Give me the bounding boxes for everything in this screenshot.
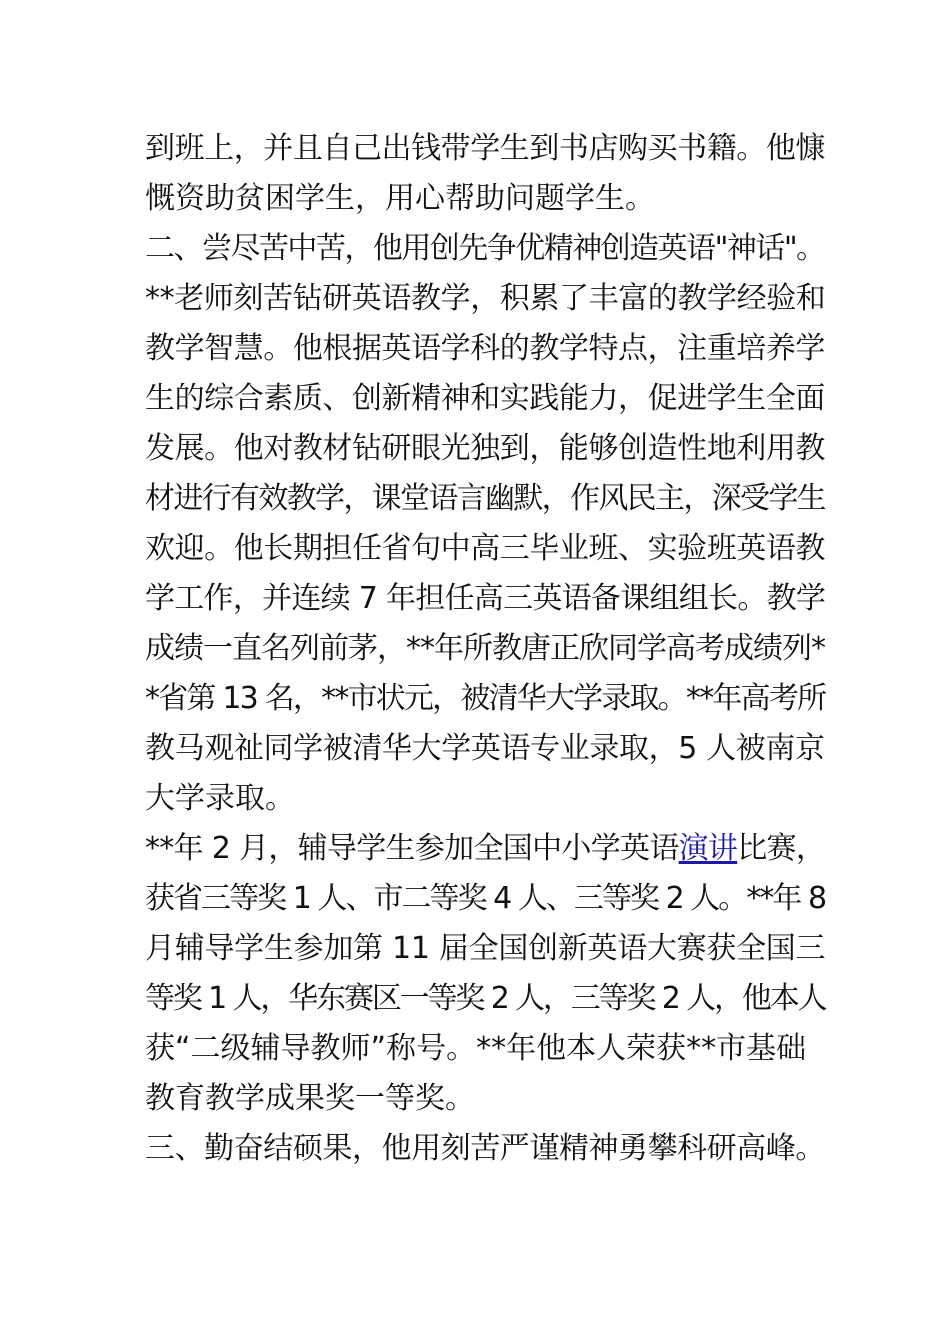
text-line: 教育教学成果奖一等奖。 <box>145 1081 475 1116</box>
text-segment: **年 2 月，辅导学生参加全国中小学英语 <box>145 831 679 866</box>
section-heading: 二、尝尽苦中苦，他用创先争优精神创造英语"神话"。 <box>145 231 825 266</box>
text-line: 材进行有效教学，课堂语言幽默，作风民主，深受学生 <box>145 481 825 516</box>
section-heading: 三、勤奋结硕果，他用刻苦严谨精神勇攀科研高峰。 <box>145 1131 825 1166</box>
text-line: 欢迎。他长期担任省句中高三毕业班、实验班英语教 <box>145 531 825 566</box>
text-line: 教学智慧。他根据英语学科的教学特点，注重培养学 <box>145 331 825 366</box>
text-line: **老师刻苦钻研英语教学，积累了丰富的教学经验和 <box>145 281 826 316</box>
text-line: 月辅导学生参加第 11 届全国创新英语大赛获全国三 <box>145 931 826 966</box>
text-line: *省第 13 名，**市状元，被清华大学录取。**年高考所 <box>145 681 826 716</box>
text-line: 获省三等奖 1 人、市二等奖 4 人、三等奖 2 人。**年 8 <box>145 881 826 916</box>
speech-link[interactable]: 演讲 <box>678 831 738 866</box>
text-line: 等奖 1 人，华东赛区一等奖 2 人，三等奖 2 人，他本人 <box>145 981 826 1016</box>
text-line: 教马观祉同学被清华大学英语专业录取，5 人被南京 <box>145 731 825 766</box>
document-body <box>145 124 826 1174</box>
text-line: 获“二级辅导教师”称号。**年他本人荣获**市基础 <box>145 1031 807 1066</box>
text-line: 生的综合素质、创新精神和实践能力，促进学生全面 <box>145 381 825 416</box>
text-line: 学工作，并连续 7 年担任高三英语备课组组长。教学 <box>145 581 826 616</box>
text-line: 慨资助贫困学生，用心帮助问题学生。 <box>145 181 655 216</box>
text-segment: 比赛， <box>737 831 826 866</box>
text-line: 大学录取。 <box>145 781 295 816</box>
text-line-with-link <box>145 824 826 874</box>
text-line: 发展。他对教材钻研眼光独到，能够创造性地利用教 <box>145 431 825 466</box>
text-line: 到班上，并且自己出钱带学生到书店购买书籍。他慷 <box>145 131 825 166</box>
text-line: 成绩一直名列前茅，**年所教唐正欣同学高考成绩列* <box>145 631 825 666</box>
